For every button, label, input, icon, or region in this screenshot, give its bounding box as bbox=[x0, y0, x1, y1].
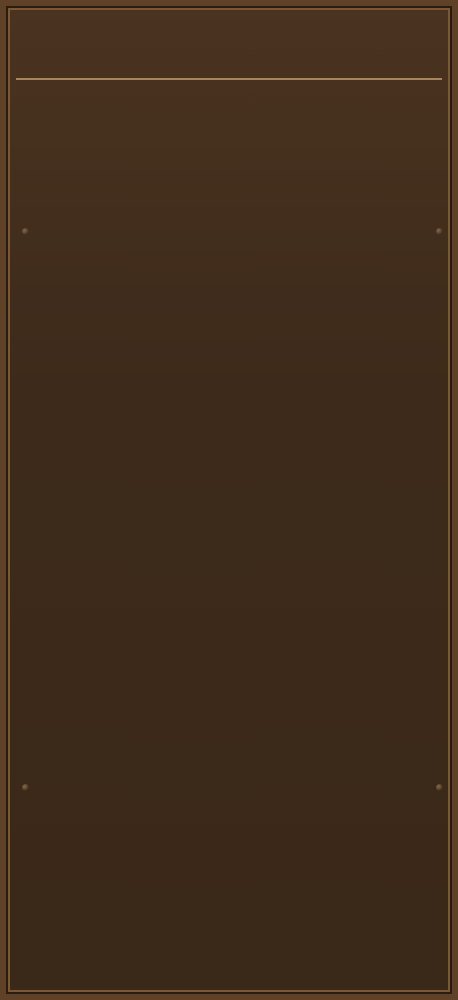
rivet bbox=[436, 228, 443, 235]
rivet bbox=[22, 228, 29, 235]
field-staff bbox=[18, 82, 442, 154]
rivet bbox=[436, 784, 443, 791]
rivet bbox=[22, 784, 29, 791]
divider bbox=[16, 78, 442, 80]
